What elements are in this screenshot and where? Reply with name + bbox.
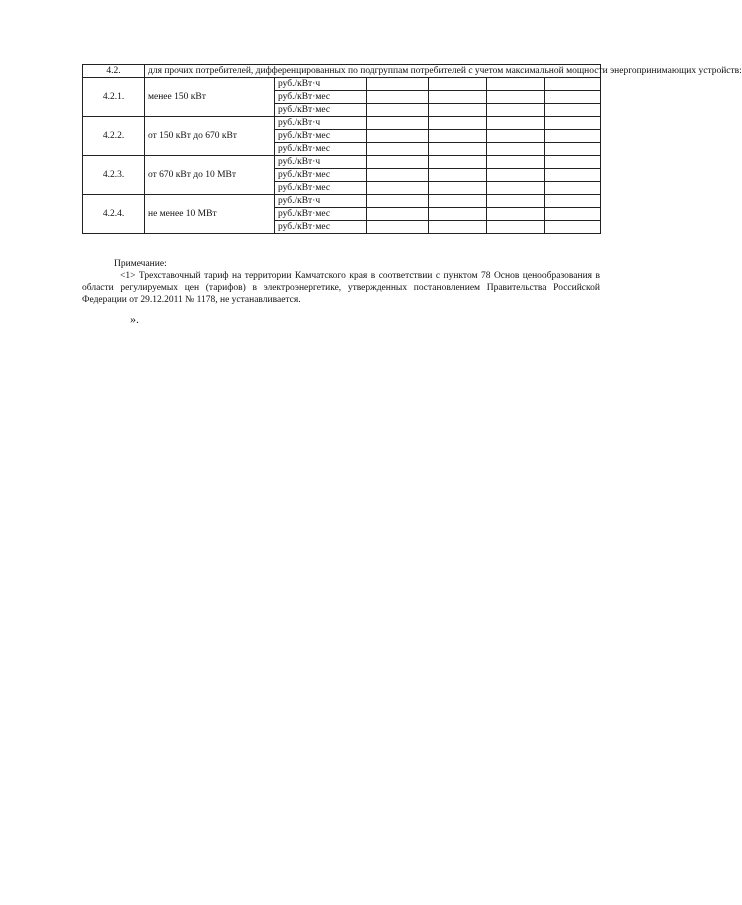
value-cell: [545, 182, 601, 195]
value-cell: [429, 169, 487, 182]
table-row: [83, 78, 601, 91]
value-cell: [367, 104, 429, 117]
value-cell: [429, 156, 487, 169]
value-cell: [487, 91, 545, 104]
group-label: не менее 10 МВт: [145, 195, 275, 234]
table-header-row: [83, 65, 601, 78]
unit-cell: руб./кВт·мес: [275, 169, 367, 182]
table-row: [83, 117, 601, 130]
group-number: 4.2.2.: [83, 117, 145, 156]
value-cell: [545, 104, 601, 117]
value-cell: [545, 195, 601, 208]
unit-cell: руб./кВт·мес: [275, 208, 367, 221]
value-cell: [487, 130, 545, 143]
value-cell: [367, 78, 429, 91]
value-cell: [545, 208, 601, 221]
value-cell: [367, 169, 429, 182]
value-cell: [487, 78, 545, 91]
value-cell: [487, 221, 545, 234]
value-cell: [367, 156, 429, 169]
value-cell: [429, 78, 487, 91]
unit-cell: руб./кВт·мес: [275, 143, 367, 156]
value-cell: [545, 156, 601, 169]
value-cell: [429, 208, 487, 221]
unit-cell: руб./кВт·ч: [275, 156, 367, 169]
footnote-text: <1> Трехставочный тариф на территории Камчатского края в соответствии с пунктом 78 Основ ценообразования в области регулируемых цен (тарифов) в электроэнергетике, утвержденных постановлением Правительства Российской Федерации от 29.12.2011 № 1178, не устанавливается.: [82, 271, 600, 305]
value-cell: [487, 182, 545, 195]
value-cell: [545, 78, 601, 91]
value-cell: [487, 156, 545, 169]
row-number: 4.2.: [83, 65, 145, 78]
value-cell: [429, 221, 487, 234]
value-cell: [429, 130, 487, 143]
value-cell: [429, 117, 487, 130]
group-label: менее 150 кВт: [145, 78, 275, 117]
table-groups: [83, 78, 601, 234]
group-label: от 150 кВт до 670 кВт: [145, 117, 275, 156]
unit-cell: руб./кВт·мес: [275, 221, 367, 234]
value-cell: [545, 169, 601, 182]
value-cell: [545, 143, 601, 156]
unit-cell: руб./кВт·мес: [275, 130, 367, 143]
value-cell: [545, 117, 601, 130]
value-cell: [367, 208, 429, 221]
value-cell: [487, 208, 545, 221]
value-cell: [367, 130, 429, 143]
unit-cell: руб./кВт·мес: [275, 91, 367, 104]
footnote-title: Примечание:: [114, 259, 167, 269]
closing-quote: ».: [130, 312, 139, 326]
table-row: [83, 156, 601, 169]
table-row: [83, 195, 601, 208]
value-cell: [429, 182, 487, 195]
value-cell: [429, 143, 487, 156]
value-cell: [487, 169, 545, 182]
value-cell: [429, 91, 487, 104]
unit-cell: руб./кВт·ч: [275, 78, 367, 91]
group-number: 4.2.3.: [83, 156, 145, 195]
unit-cell: руб./кВт·мес: [275, 104, 367, 117]
value-cell: [367, 91, 429, 104]
value-cell: [429, 195, 487, 208]
value-cell: [545, 221, 601, 234]
footnote-section: [82, 258, 600, 306]
value-cell: [487, 117, 545, 130]
group-label: от 670 кВт до 10 МВт: [145, 156, 275, 195]
group-number: 4.2.4.: [83, 195, 145, 234]
tariff-table: [82, 64, 742, 234]
unit-cell: руб./кВт·мес: [275, 182, 367, 195]
value-cell: [367, 221, 429, 234]
value-cell: [487, 104, 545, 117]
value-cell: [545, 130, 601, 143]
value-cell: [367, 195, 429, 208]
value-cell: [367, 117, 429, 130]
unit-cell: руб./кВт·ч: [275, 195, 367, 208]
unit-cell: руб./кВт·ч: [275, 117, 367, 130]
value-cell: [367, 143, 429, 156]
value-cell: [545, 91, 601, 104]
group-number: 4.2.1.: [83, 78, 145, 117]
value-cell: [487, 143, 545, 156]
value-cell: [487, 195, 545, 208]
row-description: для прочих потребителей, дифференцированных по подгруппам потребителей с учетом максимальной мощности энергопринимающих устройств:: [145, 65, 601, 78]
value-cell: [429, 104, 487, 117]
value-cell: [367, 182, 429, 195]
